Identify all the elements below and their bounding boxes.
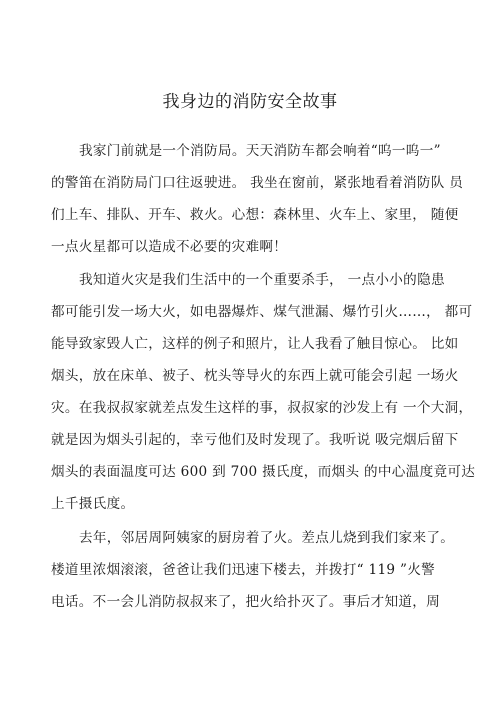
text-line-13: 去年，邻居周阿姨家的厨房着了火。差点儿烧到我们家来了。 bbox=[79, 530, 455, 546]
text-line-4: 一点火星都可以造成不必要的灾难啊！ bbox=[51, 239, 288, 255]
text-line-11: 烟头的表面温度可达 600 到 700 摄氏度，而烟头 的中心温度竟可达 bbox=[51, 464, 476, 480]
text-line-12: 上千摄氏度。 bbox=[51, 496, 135, 512]
text-line-10: 就是因为烟头引起的，幸亏他们及时发现了。我听说 吸完烟后留下 bbox=[51, 432, 459, 448]
text-line-7: 能导致家毁人亡，这样的例子和照片，让人我看了触目惊心。 比如 bbox=[51, 336, 459, 352]
text-line-3: 们上车、排队、开车、救火。心想：森林里、火车上、家里， 随便 bbox=[51, 207, 459, 223]
text-line-9: 灾。在我叔叔家就差点发生这样的事，叔叔家的沙发上有 一个大洞， bbox=[51, 400, 473, 416]
text-line-15: 电话。不一会儿消防叔叔来了，把火给扑灭了。事后才知道，周 bbox=[51, 594, 441, 610]
document-title: 我身边的消防安全故事 bbox=[162, 92, 338, 112]
text-line-1: 我家门前就是一个消防局。天天消防车都会响着“呜一呜一” bbox=[79, 143, 441, 159]
text-line-14: 楼道里浓烟滚滚，爸爸让我们迅速下楼去，并拨打“ 119 ”火警 bbox=[51, 562, 436, 578]
text-line-2: 的警笛在消防局门口往返驶进。 我坐在窗前，紧张地看着消防队 员 bbox=[51, 175, 464, 191]
text-line-8: 烟头，放在床单、被子、枕头等导火的东西上就可能会引起 一场火 bbox=[51, 368, 459, 384]
text-line-5: 我知道火灾是我们生活中的一个重要杀手， 一点小小的隐患 bbox=[79, 272, 445, 288]
text-line-6: 都可能引发一场大火，如电器爆炸、煤气泄漏、爆竹引火……， 都可 bbox=[51, 304, 473, 320]
